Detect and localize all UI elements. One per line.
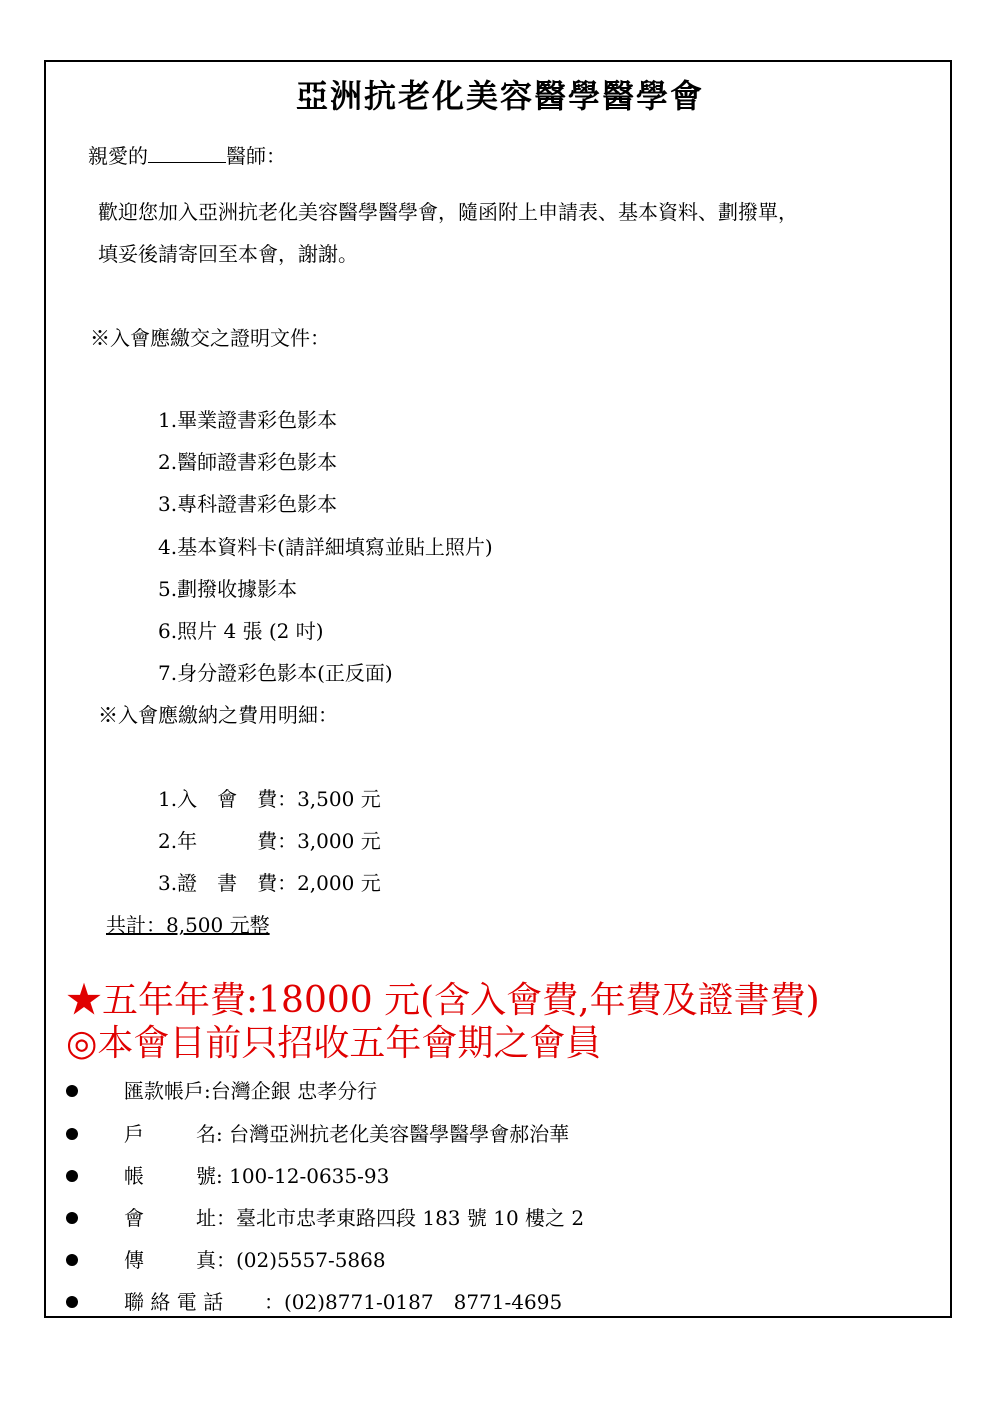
account-number-value: 號: 100-12-0635-93 xyxy=(196,1164,390,1188)
fee-item: 1.入 會 費：3,500 元 xyxy=(158,787,381,811)
fee-item: 3.證 書 費：2,000 元 xyxy=(158,871,381,895)
bullet-icon xyxy=(66,1296,78,1308)
bullet-icon xyxy=(66,1128,78,1140)
document-item: 7.身分證彩色影本(正反面) xyxy=(158,661,393,685)
bullet-icon xyxy=(66,1254,78,1266)
fees-heading: ※入會應繳納之費用明細： xyxy=(98,703,338,727)
fax-value: 真：(02)5557-5868 xyxy=(196,1248,386,1272)
bank-account-label: 匯款帳戶:台灣企銀 忠孝分行 xyxy=(124,1079,378,1103)
phone-label: 聯 絡 電 話 xyxy=(124,1290,224,1314)
document-item: 2.醫師證書彩色影本 xyxy=(158,450,338,474)
five-year-fee-notice: ★五年年費:18000 元(含入會費,年費及證書費) xyxy=(66,980,820,1021)
document-item: 3.專科證書彩色影本 xyxy=(158,492,338,516)
fax-label: 傳 xyxy=(124,1248,144,1272)
bullet-icon xyxy=(66,1212,78,1224)
document-item: 1.畢業證書彩色影本 xyxy=(158,408,338,432)
greeting-suffix: 醫師： xyxy=(226,144,286,168)
document-item: 4.基本資料卡(請詳細填寫並貼上照片) xyxy=(158,535,493,559)
documents-heading: ※入會應繳交之證明文件： xyxy=(90,326,330,350)
membership-term-notice: ◎本會目前只招收五年會期之會員 xyxy=(66,1023,602,1064)
document-item: 5.劃撥收據影本 xyxy=(158,577,298,601)
account-number-label: 帳 xyxy=(124,1164,144,1188)
document-item: 6.照片 4 張 (2 吋) xyxy=(158,619,324,643)
fee-item: 2.年 費：3,000 元 xyxy=(158,829,381,853)
intro-line-2: 填妥後請寄回至本會，謝謝。 xyxy=(98,242,358,266)
fees-total: 共計：8,500 元整 xyxy=(106,913,270,937)
phone-value: ：(02)8771-0187 8771-4695 xyxy=(264,1290,563,1314)
address-label: 會 xyxy=(124,1206,144,1230)
bullet-icon xyxy=(66,1170,78,1182)
account-name-value: 名: 台灣亞洲抗老化美容醫學醫學會郝治華 xyxy=(196,1122,570,1146)
intro-line-1: 歡迎您加入亞洲抗老化美容醫學醫學會，隨函附上申請表、基本資料、劃撥單， xyxy=(98,200,798,224)
address-value: 址：臺北市忠孝東路四段 183 號 10 樓之 2 xyxy=(196,1206,585,1230)
account-name-label: 戶 xyxy=(124,1122,144,1146)
name-blank xyxy=(148,144,226,163)
bullet-icon xyxy=(66,1085,78,1097)
greeting-prefix: 親愛的 xyxy=(88,144,148,168)
page-title: 亞洲抗老化美容醫學醫學會 xyxy=(295,77,704,115)
greeting xyxy=(88,144,286,168)
